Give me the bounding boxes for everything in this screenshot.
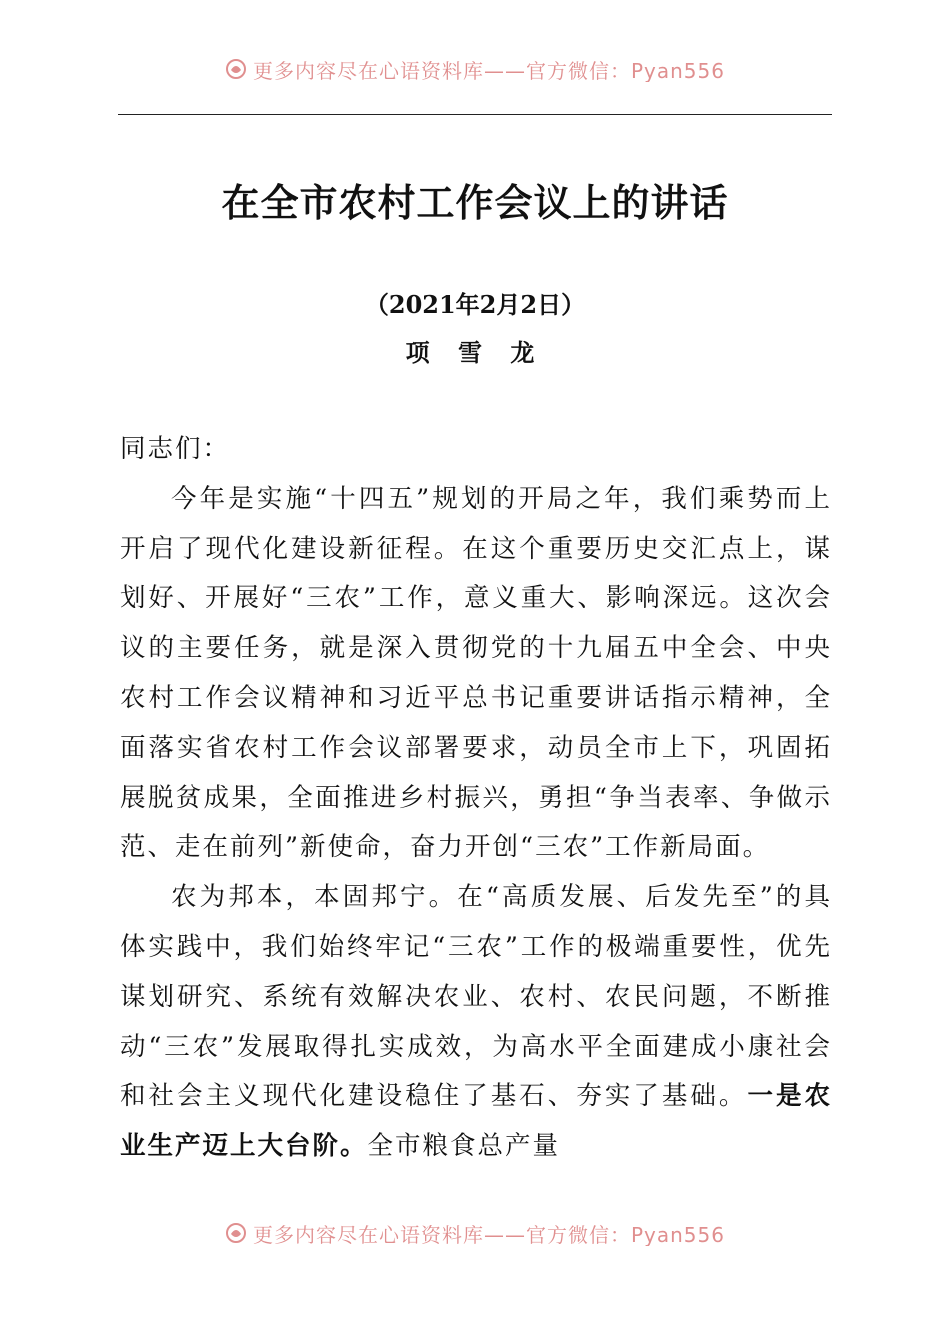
watermark-text: 更多内容尽在心语资料库——官方微信：Pyan556 [252, 58, 725, 82]
paragraph-2-bold-heading: 一是农业生产迈上大台阶。 [120, 1081, 832, 1162]
document-author: 项 雪 龙 [405, 338, 545, 367]
document-body [120, 425, 832, 1172]
brand-logo-icon [225, 1222, 247, 1244]
footer-watermark [0, 1220, 950, 1246]
paragraph-1: 今年是实施“十四五”规划的开局之年，我们乘势而上开启了现代化建设新征程。在这个重要历史交汇点上，谋划好、开展好“三农”工作，意义重大、影响深远。这次会议的主要任务，就是深入贯彻党的十九届五中全会、中央农村工作会议精神和习近平总书记重要讲话指示精神，全面落实省农村工作会议部署要求，动员全市上下，巩固拓展脱贫成果，全面推进乡村振兴，勇担“争当表率、争做示范、走在前列”新使命，奋力开创“三农”工作新局面。 [120, 483, 832, 863]
salutation: 同志们： [120, 434, 231, 464]
header-watermark [0, 56, 950, 82]
document-date: （2021年2月2日） [364, 290, 586, 319]
document-title: 在全市农村工作会议上的讲话 [221, 180, 729, 225]
paragraph-2-lead: 农为邦本，本固邦宁。在“高质发展、后发先至”的具体实践中，我们始终牢记“三农”工作的极端重要性，优先谋划研究、系统有效解决农业、农村、农民问题，不断推动“三农”发展取得扎实成效，为高水平全面建成小康社会和社会主义现代化建设稳住了基石、夯实了基础。 [120, 882, 832, 1112]
header-divider [118, 114, 832, 115]
paragraph-2 [120, 873, 832, 1172]
watermark-text: 更多内容尽在心语资料库——官方微信：Pyan556 [252, 1222, 725, 1246]
paragraph-2-tail: 全市粮食总产量 [367, 1131, 561, 1162]
brand-logo-icon [225, 58, 247, 80]
